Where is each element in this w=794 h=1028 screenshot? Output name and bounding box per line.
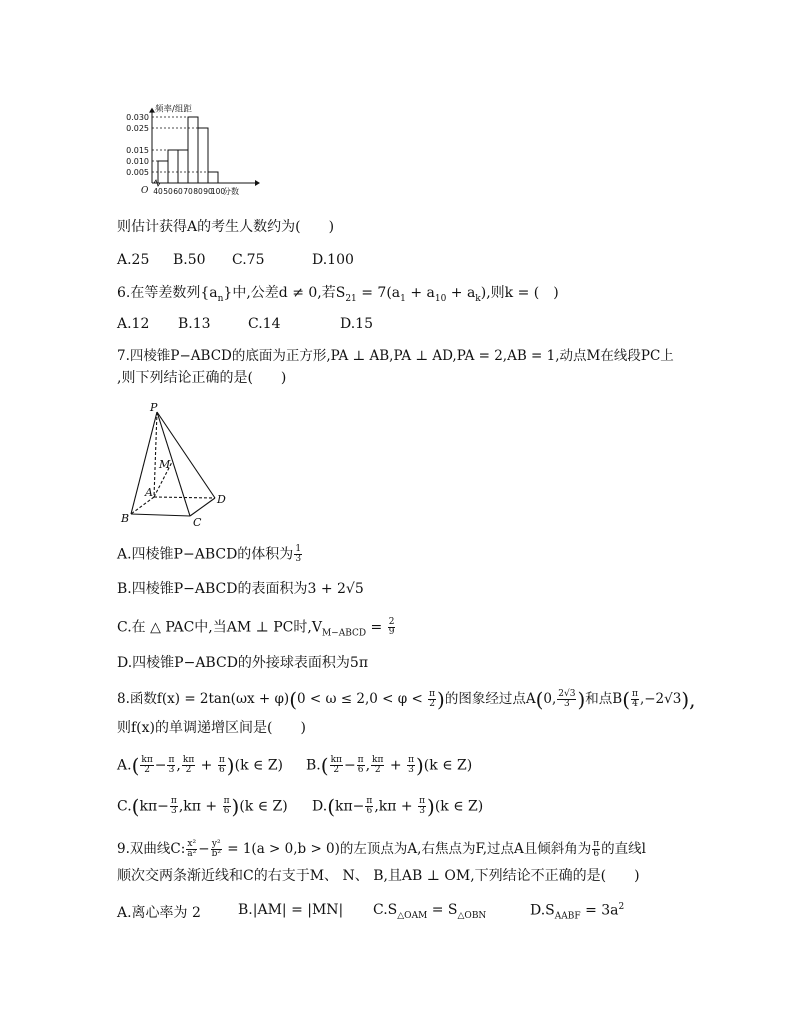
q5-option-d: D.100 bbox=[312, 252, 354, 268]
q7-option-a: A.四棱锥P−ABCD的体积为 $\frac{1}{3}$ bbox=[117, 544, 302, 564]
frequency-histogram bbox=[112, 98, 272, 206]
q5-option-b: B.50 bbox=[173, 252, 206, 268]
edge-CD bbox=[190, 498, 215, 516]
histogram-bar bbox=[178, 150, 188, 183]
label-P: P bbox=[150, 401, 158, 414]
label-D: D bbox=[217, 493, 226, 506]
q7-stem-line2: ,则下列结论正确的是( ) bbox=[117, 370, 287, 386]
y-tick-label: 0.025 bbox=[126, 124, 149, 133]
q9-stem-line2: 顺次交两条渐近线和C的右支于M、 N、 B,且AB ⊥ OM,下列结论不正确的是( ) bbox=[117, 868, 640, 884]
origin-label: O bbox=[141, 186, 149, 196]
q6-option-a: A.12 bbox=[117, 316, 150, 332]
q9-option-c: $C.S_{\triangle OAM} = S_{\triangle OBN}$ bbox=[373, 902, 487, 921]
edge-PD bbox=[157, 412, 215, 498]
q9-option-a: A.离心率为 2 bbox=[117, 905, 201, 921]
x-tick-label: 80 bbox=[193, 187, 203, 196]
histogram-bar bbox=[168, 150, 178, 183]
y-axis-label: 频率/组距 bbox=[155, 104, 192, 115]
label-B: B bbox=[121, 512, 130, 525]
q7-option-d: D.四棱锥P−ABCD的外接球表面积为5π bbox=[117, 655, 369, 671]
x-tick-label: 100 bbox=[210, 187, 226, 196]
q5-option-a: A.25 bbox=[117, 252, 150, 268]
y-tick-label: 0.010 bbox=[126, 157, 149, 166]
edge-PB bbox=[131, 412, 157, 514]
q8-option-d: D.(kπ− $\frac{\pi}{6}$ ,kπ + $\frac{\pi}{3}$ )(k ∈ Z) bbox=[312, 794, 484, 819]
q8-option-c: C.(kπ− $\frac{\pi}{3}$ ,kπ + $\frac{\pi}{6}$ )(k ∈ Z) bbox=[117, 794, 288, 819]
q9-stem-line1: 9.双曲线C: $\frac{\text{x²}}{\text{a²}}$ − $\frac{\text{y²}}{\text{b²}}$ = 1(a > 0,b > 0)的左顶点为A,右焦点为F,过点A且倾斜角为 $\frac{\pi}{6}$ 的直线l bbox=[117, 839, 646, 859]
y-tick-label: 0.015 bbox=[126, 146, 149, 155]
edge-BC bbox=[131, 514, 190, 516]
q9-option-d: $D.S_{AABF} = 3a^2$ bbox=[530, 902, 625, 922]
x-tick-label: 90 bbox=[203, 187, 213, 196]
histogram-bar bbox=[158, 161, 168, 183]
q6-option-b: B.13 bbox=[178, 316, 211, 332]
q6-stem: 6.在等差数列$\{a_n\}$中,公差d ≠ 0,若$S_{21} = 7(a_1 + a_{10} + a_k)$,则k = ( ) bbox=[117, 285, 559, 304]
x-axis-arrow bbox=[255, 180, 260, 186]
pyramid-figure bbox=[112, 398, 242, 530]
x-tick-label: 40 bbox=[153, 187, 163, 196]
q6-option-c: C.14 bbox=[248, 316, 281, 332]
x-tick-label: 60 bbox=[173, 187, 183, 196]
edge-AD bbox=[154, 497, 215, 498]
q8-option-a: A.( $\frac{k\pi}{2}$ − $\frac{\pi}{3}$ , $\frac{k\pi}{2}$ + $\frac{\pi}{6}$ )(k ∈ Z) bbox=[117, 753, 284, 778]
q8-stem-line1: 8.函数f(x) = 2tan(ωx + φ)(0 < ω ≤ 2,0 < φ < $\frac{\pi}{2}$ )的图象经过点A(0, $\frac{2√3}{3}$ )和点B( $\frac{\pi}{4}$ ,−2√3), bbox=[117, 687, 696, 712]
q8-stem-line2: 则f(x)的单调递增区间是( ) bbox=[117, 720, 306, 736]
q6-option-d: D.15 bbox=[340, 316, 373, 332]
q7-option-b: B.四棱锥P−ABCD的表面积为3 + 2√5 bbox=[117, 581, 364, 597]
q8-option-b: B.( $\frac{k\pi}{2}$ − $\frac{\pi}{6}$ , $\frac{k\pi}{2}$ + $\frac{\pi}{3}$ )(k ∈ Z) bbox=[306, 753, 473, 778]
q5-stem: 则估计获得A的考生人数约为( ) bbox=[117, 219, 335, 235]
histogram-bar bbox=[208, 172, 218, 183]
y-tick-label: 0.030 bbox=[126, 113, 149, 122]
q7-option-c: C.在 △ PAC中,当AM ⊥ PC时$,V_{M-ABCD}$ = $\frac{2}{9}$ bbox=[117, 617, 395, 639]
q7-stem-line1: 7.四棱锥P−ABCD的底面为正方形,PA ⊥ AB,PA ⊥ AD,PA = 2,AB = 1,动点M在线段PC上 bbox=[117, 348, 674, 364]
histogram-bar bbox=[198, 128, 208, 183]
q5-option-c: C.75 bbox=[232, 252, 265, 268]
x-tick-label: 70 bbox=[183, 187, 193, 196]
x-tick-label: 50 bbox=[163, 187, 173, 196]
label-A: A bbox=[145, 486, 153, 499]
label-C: C bbox=[193, 516, 202, 529]
histogram-bar bbox=[188, 117, 198, 183]
edge-PA bbox=[154, 412, 157, 497]
x-axis-unit: 分数 bbox=[223, 187, 239, 196]
q9-option-b: B.|AM| = |MN| bbox=[238, 902, 344, 918]
y-tick-label: 0.005 bbox=[126, 168, 149, 177]
label-M: M bbox=[159, 458, 171, 471]
